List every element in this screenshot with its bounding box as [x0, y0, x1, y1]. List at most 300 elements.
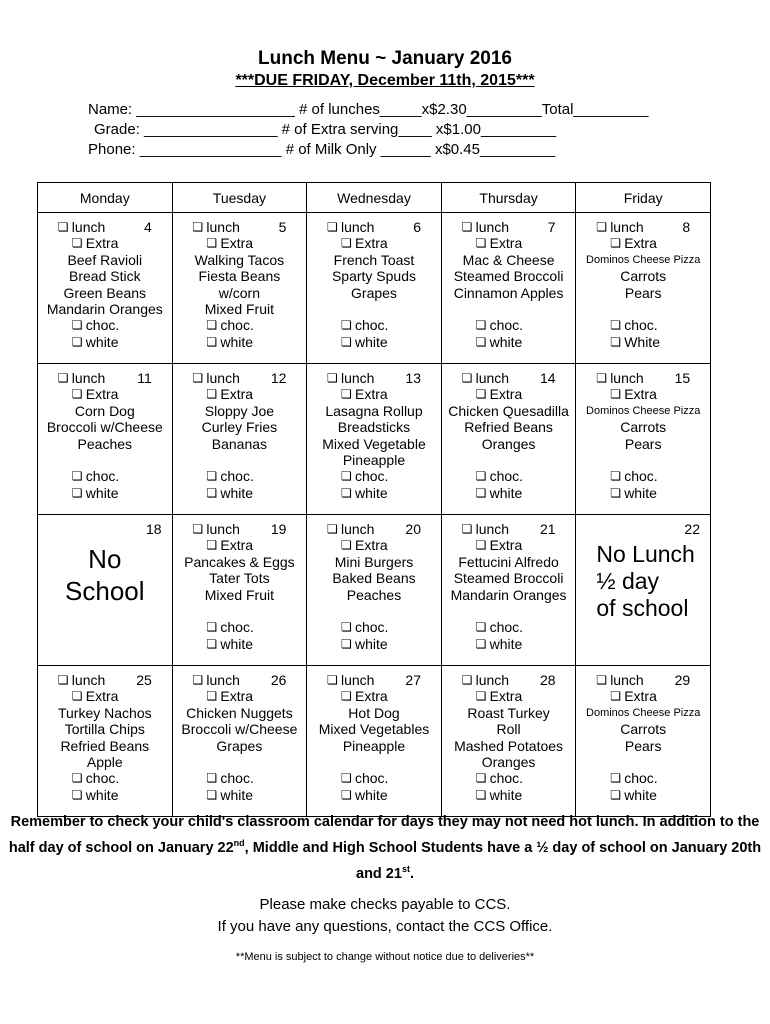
checkbox-icon[interactable]: ❏ — [596, 371, 607, 385]
day-cell — [307, 364, 442, 515]
checkbox-icon[interactable]: ❏ — [340, 334, 352, 349]
lunch-checkbox-row[interactable] — [175, 219, 305, 235]
lunch-checkbox-row[interactable] — [40, 219, 170, 235]
extra-checkbox-row[interactable] — [175, 537, 305, 553]
extra-checkbox-row[interactable] — [309, 688, 439, 704]
choc-milk-checkbox-row[interactable] — [309, 770, 439, 786]
extra-checkbox-row[interactable] — [309, 386, 439, 402]
lunch-checkbox-row[interactable] — [40, 370, 170, 386]
white-milk-checkbox-row[interactable] — [444, 334, 574, 350]
checkbox-icon[interactable]: ❏ — [340, 469, 352, 484]
questions-line: If you have any questions, contact the CCS Office. — [217, 918, 553, 935]
choc-milk-checkbox-row[interactable] — [40, 468, 170, 484]
extra-checkbox-row[interactable] — [444, 386, 574, 402]
lunch-checkbox-row[interactable] — [444, 219, 574, 235]
extra-checkbox-row[interactable] — [444, 235, 574, 251]
white-milk-checkbox-row[interactable] — [444, 636, 574, 652]
extra-label: Extra — [220, 386, 254, 403]
checkbox-icon[interactable]: ❏ — [596, 673, 607, 687]
day-cell — [38, 515, 173, 666]
lunch-label: lunch — [475, 370, 510, 386]
checkbox-icon[interactable]: ❏ — [206, 771, 218, 786]
date-number: 29 — [674, 672, 691, 688]
choc-milk-label: choc. — [85, 317, 120, 334]
checkbox-icon[interactable]: ❏ — [461, 220, 473, 234]
extra-checkbox-row[interactable] — [309, 235, 439, 251]
checkbox-icon[interactable]: ❏ — [340, 318, 352, 333]
choc-milk-checkbox-row[interactable] — [444, 468, 574, 484]
checkbox-icon[interactable]: ❏ — [340, 538, 352, 553]
checkbox-icon[interactable]: ❏ — [475, 689, 487, 704]
checkbox-icon[interactable]: ❏ — [71, 236, 83, 251]
choc-milk-label: choc. — [489, 317, 524, 334]
spacer — [444, 452, 574, 468]
payment-info — [0, 894, 770, 938]
checkbox-icon[interactable]: ❏ — [71, 387, 83, 402]
choc-milk-checkbox-row[interactable] — [578, 468, 708, 484]
checkbox-icon[interactable]: ❏ — [206, 538, 218, 553]
white-milk-checkbox-row[interactable] — [175, 334, 305, 350]
day-cell — [576, 515, 711, 666]
choc-milk-label: choc. — [624, 317, 658, 334]
day-header-thursday: Thursday — [441, 183, 576, 213]
date-number: 28 — [540, 672, 556, 688]
day-cell — [172, 666, 307, 817]
order-form — [88, 100, 649, 160]
extra-label: Extra — [354, 235, 388, 252]
checkbox-icon[interactable]: ❏ — [340, 485, 352, 500]
spacer — [578, 754, 708, 770]
white-milk-checkbox-row[interactable] — [578, 485, 708, 501]
menu-item: Peaches — [346, 586, 402, 603]
lunch-checkbox-row[interactable] — [444, 370, 574, 386]
choc-milk-checkbox-row[interactable] — [175, 468, 305, 484]
menu-item: French Toast — [333, 251, 415, 268]
checkbox-icon[interactable]: ❏ — [206, 787, 218, 802]
day-cell — [576, 364, 711, 515]
menu-item: Carrots — [620, 419, 667, 436]
lunch-checkbox-row[interactable] — [578, 370, 708, 386]
extra-label: Extra — [624, 688, 657, 705]
spacer — [444, 603, 574, 619]
checkbox-icon[interactable]: ❏ — [192, 220, 204, 234]
lunch-label: lunch — [206, 219, 240, 235]
checkbox-icon[interactable]: ❏ — [192, 371, 204, 385]
white-milk-label: white — [354, 786, 388, 803]
lunch-label: lunch — [206, 370, 240, 386]
checkbox-icon[interactable]: ❏ — [475, 787, 487, 802]
white-milk-checkbox-row[interactable] — [175, 636, 305, 652]
extra-checkbox-row[interactable] — [309, 537, 439, 553]
menu-item: Pineapple — [342, 737, 406, 754]
menu-item: Pears — [624, 737, 662, 754]
no-school-text — [40, 543, 170, 607]
checkbox-icon[interactable]: ❏ — [340, 787, 352, 802]
white-milk-checkbox-row[interactable] — [309, 787, 439, 803]
extra-label: Extra — [624, 386, 657, 403]
checkbox-icon[interactable]: ❏ — [57, 371, 69, 385]
lunch-checkbox-row[interactable] — [444, 521, 574, 537]
choc-milk-checkbox-row[interactable] — [40, 317, 170, 333]
checkbox-icon[interactable]: ❏ — [610, 334, 621, 349]
lunch-checkbox-row[interactable] — [175, 672, 305, 688]
date-number: 21 — [540, 521, 556, 537]
extra-label: Extra — [85, 688, 119, 705]
white-milk-label: white — [85, 333, 119, 350]
checkbox-icon[interactable]: ❏ — [475, 318, 487, 333]
spacer — [175, 603, 305, 619]
menu-item: Mixed Fruit — [204, 586, 274, 603]
checkbox-icon[interactable]: ❏ — [340, 689, 352, 704]
due-date-text: ***DUE FRIDAY, December 11th, 2015*** — [235, 72, 535, 89]
extra-label: Extra — [220, 537, 254, 554]
white-milk-checkbox-row[interactable] — [444, 485, 574, 501]
choc-milk-label: choc. — [354, 468, 389, 485]
menu-item: Carrots — [620, 268, 667, 285]
day-header-tuesday: Tuesday — [172, 183, 307, 213]
menu-item: Beef Ravioli — [67, 251, 143, 268]
lunch-label: lunch — [71, 672, 106, 688]
white-milk-checkbox-row[interactable] — [40, 334, 170, 350]
lunch-label: lunch — [340, 672, 375, 688]
checkbox-icon[interactable]: ❏ — [475, 334, 487, 349]
menu-item: Tortilla Chips — [64, 721, 145, 738]
checkbox-icon[interactable]: ❏ — [57, 673, 69, 687]
white-milk-checkbox-row[interactable] — [309, 485, 439, 501]
choc-milk-label: choc. — [489, 619, 524, 636]
checkbox-icon[interactable]: ❏ — [340, 636, 352, 651]
lunch-checkbox-row[interactable] — [309, 219, 439, 235]
checkbox-icon[interactable]: ❏ — [461, 522, 473, 536]
choc-milk-checkbox-row[interactable] — [40, 770, 170, 786]
checkbox-icon[interactable]: ❏ — [206, 387, 218, 402]
date-number: 26 — [270, 672, 287, 688]
half-day-line: No Lunch — [596, 541, 695, 568]
white-milk-label: White — [624, 333, 660, 350]
menu-item: Oranges — [481, 754, 536, 771]
date-number: 8 — [682, 219, 691, 235]
form-name-line: Name: ___________________ # of lunches_____x$2.30_________Total_________ — [88, 101, 649, 118]
checkbox-icon[interactable]: ❏ — [340, 387, 352, 402]
date-number: 27 — [405, 672, 421, 688]
checkbox-icon[interactable]: ❏ — [57, 220, 69, 234]
lunch-checkbox-row[interactable] — [175, 521, 305, 537]
checkbox-icon[interactable]: ❏ — [340, 620, 352, 635]
choc-milk-label: choc. — [354, 317, 389, 334]
checkbox-icon[interactable]: ❏ — [596, 220, 607, 234]
choc-milk-label: choc. — [489, 468, 524, 485]
no-school-line: No — [88, 544, 122, 575]
menu-item: Broccoli w/Cheese — [46, 419, 163, 436]
checkbox-icon[interactable]: ❏ — [326, 673, 338, 687]
menu-item: Pineapple — [342, 452, 406, 469]
checkbox-icon[interactable]: ❏ — [206, 620, 218, 635]
lunch-label: lunch — [340, 219, 375, 235]
spacer — [309, 301, 439, 317]
lunch-label: lunch — [206, 672, 240, 688]
choc-milk-label: choc. — [489, 770, 524, 787]
checkbox-icon[interactable]: ❏ — [610, 469, 621, 484]
extra-label: Extra — [354, 537, 388, 554]
white-milk-label: white — [354, 333, 388, 350]
white-milk-label: white — [489, 786, 523, 803]
day-cell — [38, 213, 173, 364]
extra-checkbox-row[interactable] — [40, 235, 170, 251]
white-milk-label: white — [624, 786, 657, 803]
extra-label: Extra — [85, 235, 119, 252]
checkbox-icon[interactable]: ❏ — [192, 673, 204, 687]
choc-milk-label: choc. — [354, 770, 389, 787]
extra-checkbox-row[interactable] — [444, 537, 574, 553]
menu-item: Dominos Cheese Pizza — [586, 706, 701, 719]
checkbox-icon[interactable]: ❏ — [475, 771, 487, 786]
extra-checkbox-row[interactable] — [444, 688, 574, 704]
choc-milk-label: choc. — [85, 468, 120, 485]
checkbox-icon[interactable]: ❏ — [610, 387, 621, 402]
choc-milk-label: choc. — [220, 619, 254, 636]
footnote: **Menu is subject to change without notice due to deliveries** — [235, 951, 535, 963]
menu-item: Refried Beans — [60, 737, 150, 754]
menu-item: Chicken Nuggets — [186, 704, 293, 721]
menu-item: Cinnamon Apples — [453, 284, 564, 301]
choc-milk-checkbox-row[interactable] — [309, 317, 439, 333]
day-cell — [441, 213, 576, 364]
checkbox-icon[interactable]: ❏ — [71, 787, 83, 802]
white-milk-checkbox-row[interactable] — [175, 787, 305, 803]
extra-checkbox-row[interactable] — [578, 235, 708, 251]
extra-label: Extra — [489, 386, 523, 403]
choc-milk-checkbox-row[interactable] — [444, 619, 574, 635]
checkbox-icon[interactable]: ❏ — [340, 771, 352, 786]
menu-item: Dominos Cheese Pizza — [586, 253, 701, 266]
extra-checkbox-row[interactable] — [175, 386, 305, 402]
payable-line: Please make checks payable to CCS. — [259, 896, 511, 913]
white-milk-label: white — [220, 484, 254, 501]
white-milk-label: white — [354, 635, 388, 652]
checkbox-icon[interactable]: ❏ — [326, 371, 338, 385]
choc-milk-checkbox-row[interactable] — [175, 619, 305, 635]
checkbox-icon[interactable]: ❏ — [71, 485, 83, 500]
white-milk-checkbox-row[interactable] — [40, 787, 170, 803]
choc-milk-checkbox-row[interactable] — [175, 770, 305, 786]
day-cell — [441, 364, 576, 515]
menu-item: Roll — [496, 721, 521, 738]
extra-label: Extra — [354, 386, 388, 403]
day-cell — [441, 515, 576, 666]
white-milk-label: white — [220, 786, 254, 803]
choc-milk-label: choc. — [354, 619, 389, 636]
menu-item: Mashed Potatoes — [454, 737, 564, 754]
menu-item: Bread Stick — [69, 268, 141, 285]
extra-checkbox-row[interactable] — [40, 688, 170, 704]
menu-item: Pears — [624, 435, 662, 452]
white-milk-label: white — [354, 484, 388, 501]
day-cell — [38, 364, 173, 515]
date-number: 14 — [540, 370, 556, 386]
lunch-label: lunch — [340, 521, 375, 537]
lunch-label: lunch — [610, 370, 644, 386]
checkbox-icon[interactable]: ❏ — [610, 236, 621, 251]
white-milk-checkbox-row[interactable] — [578, 334, 708, 350]
extra-checkbox-row[interactable] — [40, 386, 170, 402]
menu-item: Bananas — [211, 435, 268, 452]
lunch-checkbox-row[interactable] — [578, 219, 708, 235]
reminder-sup1: nd — [233, 838, 245, 848]
week-row — [38, 213, 711, 364]
white-milk-label: white — [624, 484, 657, 501]
choc-milk-checkbox-row[interactable] — [309, 619, 439, 635]
week-row — [38, 666, 711, 817]
reminder-part3: . — [409, 865, 414, 882]
checkbox-icon[interactable]: ❏ — [206, 236, 218, 251]
menu-item: Mandarin Oranges — [46, 301, 163, 318]
menu-item: Curley Fries — [201, 419, 278, 436]
checkbox-icon[interactable]: ❏ — [206, 636, 218, 651]
checkbox-icon[interactable]: ❏ — [192, 522, 204, 536]
menu-item: Mini Burgers — [334, 553, 414, 570]
checkbox-icon[interactable]: ❏ — [475, 538, 487, 553]
checkbox-icon[interactable]: ❏ — [206, 334, 218, 349]
checkbox-icon[interactable]: ❏ — [71, 318, 83, 333]
lunch-checkbox-row[interactable] — [309, 672, 439, 688]
menu-item: Fettucini Alfredo — [458, 553, 559, 570]
spacer — [309, 603, 439, 619]
extra-checkbox-row[interactable] — [175, 235, 305, 251]
menu-item: Pancakes & Eggs — [184, 553, 295, 570]
checkbox-icon[interactable]: ❏ — [475, 236, 487, 251]
menu-item: Baked Beans — [332, 570, 416, 587]
spacer — [444, 301, 574, 317]
menu-item: Mac & Cheese — [462, 251, 555, 268]
day-cell — [38, 666, 173, 817]
checkbox-icon[interactable]: ❏ — [461, 371, 473, 385]
white-milk-label: white — [85, 484, 119, 501]
checkbox-icon[interactable]: ❏ — [610, 485, 621, 500]
day-cell — [307, 515, 442, 666]
lunch-checkbox-row[interactable] — [309, 521, 439, 537]
reminder-part2: , Middle and High School Students have a ½ day of school on January 20th and 21 — [244, 839, 762, 882]
choc-milk-checkbox-row[interactable] — [444, 770, 574, 786]
checkbox-icon[interactable]: ❏ — [206, 689, 218, 704]
due-date — [0, 72, 770, 90]
checkbox-icon[interactable]: ❏ — [475, 387, 487, 402]
no-school-line: School — [65, 576, 145, 607]
extra-label: Extra — [489, 235, 523, 252]
checkbox-icon[interactable]: ❏ — [326, 220, 338, 234]
date-number: 22 — [684, 521, 700, 537]
checkbox-icon[interactable]: ❏ — [610, 689, 621, 704]
checkbox-icon[interactable]: ❏ — [340, 236, 352, 251]
choc-milk-label: choc. — [85, 770, 120, 787]
lunch-checkbox-row[interactable] — [309, 370, 439, 386]
menu-item: Corn Dog — [74, 402, 135, 419]
lunch-checkbox-row[interactable] — [578, 672, 708, 688]
spacer — [40, 452, 170, 468]
week-row — [38, 364, 711, 515]
menu-item: Tater Tots — [209, 570, 270, 587]
menu-item: Breadsticks — [337, 419, 411, 436]
menu-item: Grapes — [216, 737, 263, 754]
white-milk-checkbox-row[interactable] — [309, 334, 439, 350]
choc-milk-label: choc. — [624, 770, 658, 787]
extra-checkbox-row[interactable] — [578, 386, 708, 402]
checkbox-icon[interactable]: ❏ — [610, 771, 621, 786]
white-milk-label: white — [85, 786, 119, 803]
checkbox-icon[interactable]: ❏ — [71, 689, 83, 704]
lunch-checkbox-row[interactable] — [175, 370, 305, 386]
menu-calendar — [37, 182, 711, 817]
checkbox-icon[interactable]: ❏ — [475, 636, 487, 651]
day-header-monday: Monday — [38, 183, 173, 213]
menu-item: Walking Tacos — [194, 251, 285, 268]
checkbox-icon[interactable]: ❏ — [71, 469, 83, 484]
checkbox-icon[interactable]: ❏ — [71, 771, 83, 786]
extra-label: Extra — [220, 235, 254, 252]
day-header-wednesday: Wednesday — [307, 183, 442, 213]
checkbox-icon[interactable]: ❏ — [475, 620, 487, 635]
white-milk-label: white — [489, 484, 523, 501]
checkbox-icon[interactable]: ❏ — [206, 469, 218, 484]
menu-item: Mixed Vegetable — [322, 435, 426, 452]
white-milk-checkbox-row[interactable] — [578, 787, 708, 803]
extra-checkbox-row[interactable] — [175, 688, 305, 704]
date-number: 15 — [674, 370, 691, 386]
menu-item: Fiesta Beans — [198, 268, 281, 285]
date-number: 25 — [136, 672, 152, 688]
white-milk-checkbox-row[interactable] — [175, 485, 305, 501]
checkbox-icon[interactable]: ❏ — [206, 318, 218, 333]
extra-checkbox-row[interactable] — [578, 688, 708, 704]
menu-item: Mixed Fruit — [204, 301, 274, 318]
extra-label: Extra — [220, 688, 254, 705]
choc-milk-label: choc. — [220, 770, 254, 787]
day-cell — [172, 213, 307, 364]
lunch-checkbox-row[interactable] — [40, 672, 170, 688]
checkbox-icon[interactable]: ❏ — [610, 318, 621, 333]
menu-item: Steamed Broccoli — [453, 570, 564, 587]
spacer — [309, 754, 439, 770]
white-milk-checkbox-row[interactable] — [309, 636, 439, 652]
menu-item: Peaches — [77, 435, 133, 452]
lunch-checkbox-row[interactable] — [444, 672, 574, 688]
choc-milk-checkbox-row[interactable] — [578, 317, 708, 333]
day-cell — [172, 515, 307, 666]
menu-item: Refried Beans — [464, 419, 553, 436]
white-milk-checkbox-row[interactable] — [444, 787, 574, 803]
checkbox-icon[interactable]: ❏ — [475, 469, 487, 484]
white-milk-label: white — [220, 635, 254, 652]
extra-label: Extra — [489, 537, 523, 554]
menu-item: Lasagna Rollup — [325, 402, 423, 419]
choc-milk-label: choc. — [220, 317, 254, 334]
day-cell — [576, 213, 711, 364]
checkbox-icon[interactable]: ❏ — [326, 522, 338, 536]
choc-milk-checkbox-row[interactable] — [309, 468, 439, 484]
choc-milk-label: choc. — [624, 468, 658, 485]
choc-milk-checkbox-row[interactable] — [175, 317, 305, 333]
date-number: 11 — [137, 370, 152, 386]
extra-label: Extra — [85, 386, 119, 403]
choc-milk-checkbox-row[interactable] — [578, 770, 708, 786]
checkbox-icon[interactable]: ❏ — [461, 673, 473, 687]
choc-milk-checkbox-row[interactable] — [444, 317, 574, 333]
checkbox-icon[interactable]: ❏ — [475, 485, 487, 500]
checkbox-icon[interactable]: ❏ — [71, 334, 83, 349]
checkbox-icon[interactable]: ❏ — [610, 787, 621, 802]
menu-item: Sloppy Joe — [204, 402, 275, 419]
checkbox-icon[interactable]: ❏ — [206, 485, 218, 500]
white-milk-checkbox-row[interactable] — [40, 485, 170, 501]
